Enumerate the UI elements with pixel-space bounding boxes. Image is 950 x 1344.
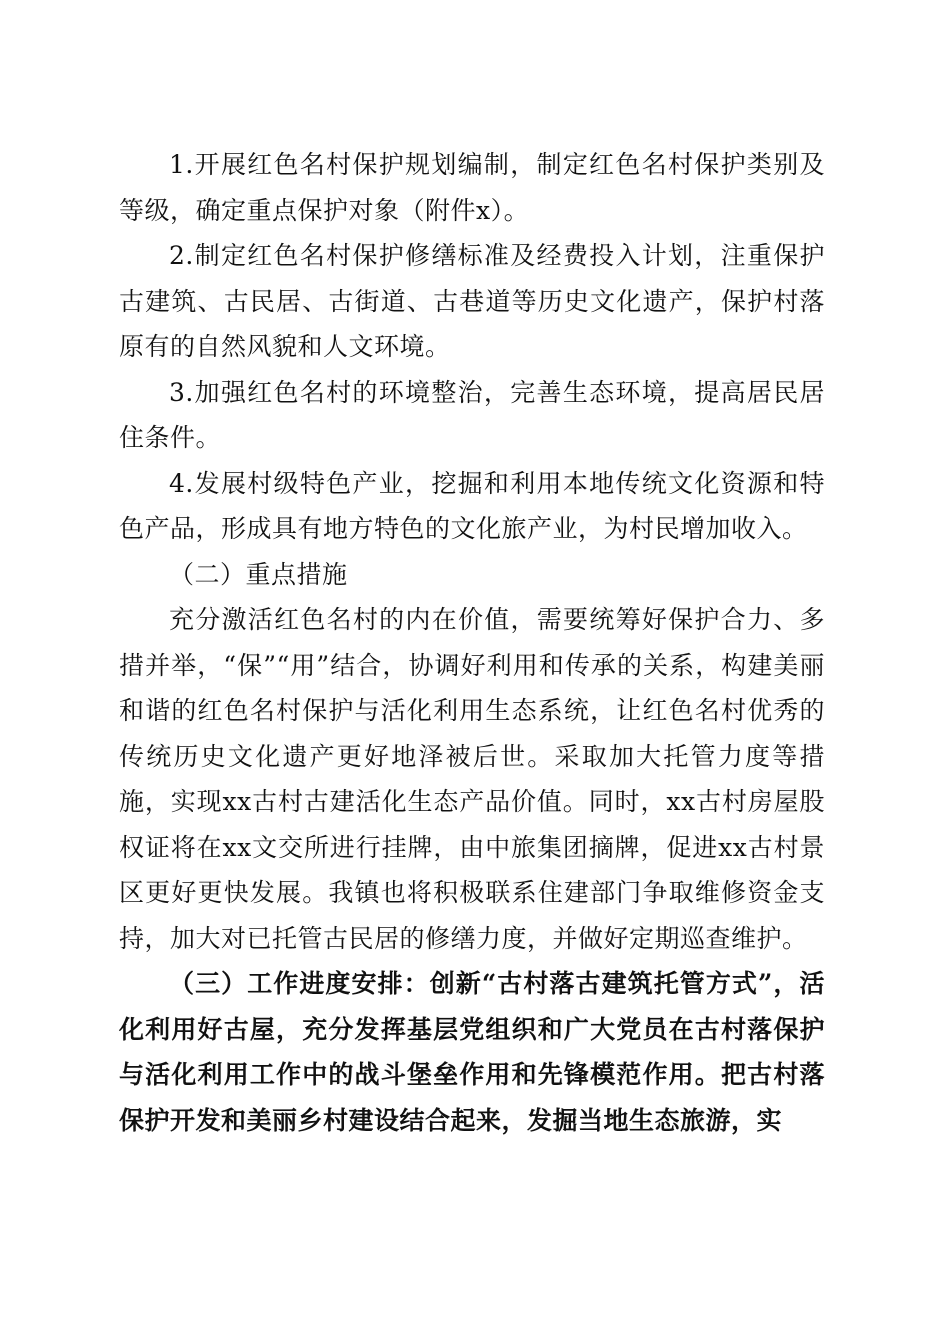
paragraph-item-2: 2.制定红色名村保护修缮标准及经费投入计划，注重保护古建筑、古民居、古街道、古巷道等历史文化遗产，保护村落原有的自然风貌和人文环境。 bbox=[119, 241, 825, 361]
paragraph-item-4: 4.发展村级特色产业，挖掘和利用本地传统文化资源和特色产品，形成具有地方特色的文化旅产业，为村民增加收入。 bbox=[119, 468, 825, 543]
paragraph-item-3: 3.加强红色名村的环境整治，完善生态环境，提高居民居住条件。 bbox=[119, 377, 825, 452]
paragraph-work-schedule: （三）工作进度安排：创新“古村落古建筑托管方式”，活化利用好古屋，充分发挥基层党组织和广大党员在古村落保护与活化利用工作中的战斗堡垒作用和先锋模范作用。把古村落保护开发和美丽乡村建设结合起来，发掘当地生态旅游，实 bbox=[119, 969, 825, 1135]
section-heading-key-measures: （二）重点措施 bbox=[169, 559, 348, 589]
paragraph-key-measures: 充分激活红色名村的内在价值，需要统筹好保护合力、多措并举，“保”“用”结合，协调好利用和传承的关系，构建美丽和谐的红色名村保护与活化利用生态系统，让红色名村优秀的传统历史文化遗产更好地泽被后世。采取加大托管力度等措施，实现xx古村古建活化生态产品价值。同时，xx古村房屋股权证将在xx文交所进行挂牌，由中旅集团摘牌，促进xx古村景区更好更快发展。我镇也将积极联系住建部门争取维修资金支持，加大对已托管古民居的修缮力度，并做好定期巡查维护。 bbox=[119, 605, 825, 953]
document-body bbox=[119, 142, 825, 1143]
paragraph-item-1: 1.开展红色名村保护规划编制，制定红色名村保护类别及等级，确定重点保护对象（附件x）。 bbox=[119, 150, 825, 225]
